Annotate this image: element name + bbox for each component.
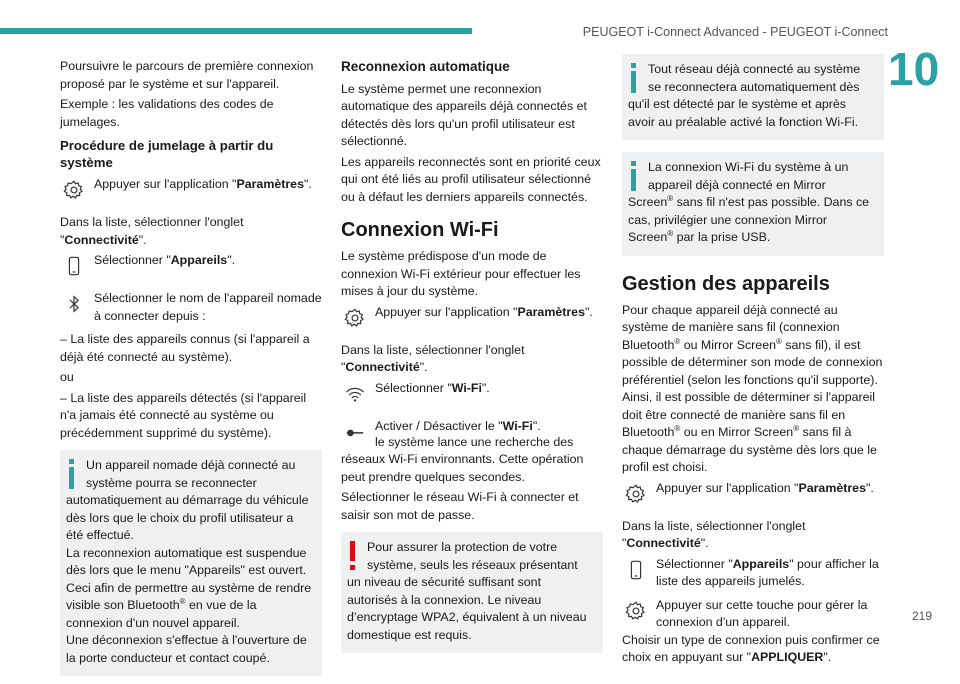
final-text-end: ".: [823, 650, 832, 664]
info-box: [622, 152, 884, 256]
paragraph: Sélectionner le réseau Wi-Fi à connecter et saisir son mot de passe.: [341, 490, 579, 522]
tab-quote: ": [622, 536, 627, 550]
tab-keyword: Connectivité: [64, 232, 139, 247]
reg-mark: ®: [775, 336, 782, 346]
reg-mark: ®: [674, 336, 681, 346]
tab-text-end: ".: [419, 360, 428, 374]
step-wifi: [341, 380, 603, 412]
step-text: Sélectionner ": [375, 380, 452, 395]
wifi-icon: [341, 380, 369, 412]
text-span: ou en Mirror Screen: [680, 425, 794, 439]
text-span: ou Mirror Screen: [680, 337, 776, 352]
tab-text: Dans la liste, sélectionner l'onglet: [622, 518, 806, 533]
page-header-title: PEUGEOT i-Connect Advanced - PEUGEOT i-Connect: [582, 25, 888, 39]
step-keyword: Paramètres: [236, 177, 304, 191]
tab-keyword: Connectivité: [345, 360, 420, 374]
info-span: sans fil n'est pas possible. Dans ce cas, privilégier une connexion Mirror Screen: [628, 195, 870, 244]
step-text-end: ".: [227, 253, 236, 267]
text-span: Pour chaque appareil déjà connecté au système de manière sans fil (connexion Bluetooth: [622, 302, 840, 352]
final-text: Choisir un type de connexion puis confirmer ce choix en appuyant sur ": [622, 632, 880, 664]
step-keyword: Appareils: [732, 556, 790, 571]
gear-icon: [622, 597, 650, 629]
step-keyword: Wi-Fi: [502, 418, 533, 433]
or-text: ou: [60, 370, 74, 384]
step-text: Appuyer sur cette touche pour gérer la connexion d'un appareil.: [656, 597, 868, 629]
reg-mark: ®: [179, 596, 186, 606]
step-keyword: Paramètres: [798, 480, 866, 495]
step-text-end: " pour afficher la liste des appareils jumelés.: [656, 556, 879, 588]
step-manage-device: [622, 597, 884, 632]
page-number: 219: [912, 609, 933, 623]
reg-mark: ®: [667, 228, 674, 238]
info-span: La connexion Wi-Fi du système à un appareil déjà connecté en Mirror Screen: [628, 160, 849, 209]
info-text: La reconnexion automatique est suspendue dès lors que le menu "Appareils" est ouvert.: [66, 545, 307, 577]
smartphone-icon: [60, 252, 88, 284]
tab-quote: ": [341, 360, 346, 374]
reg-mark: ®: [793, 423, 800, 433]
step-text-end: ".: [303, 177, 312, 191]
info-span: en vue de la connexion d'un nouvel appareil.: [66, 598, 257, 630]
text-span: sans fil à chaque démarrage du système dès lors que le profil est choisi.: [622, 425, 877, 474]
final-instruction: [622, 632, 884, 667]
tab-text-end: ".: [700, 536, 709, 550]
info-span: par la prise USB.: [673, 230, 771, 244]
warning-icon: [347, 541, 359, 571]
reconnexion-heading: Reconnexion automatique: [341, 59, 510, 74]
smartphone-icon: [622, 556, 650, 588]
warning-box: [341, 532, 603, 653]
gear-icon: [622, 480, 650, 512]
info-text: [628, 159, 874, 247]
column-1: [60, 58, 322, 684]
toggle-icon: [341, 418, 369, 450]
step-parametres: [60, 176, 322, 208]
step-text: Appuyer sur l'application ": [94, 177, 237, 191]
step-parametres: [341, 304, 603, 336]
paragraph: le système lance une recherche des réseaux Wi-Fi environnants. Cette opération peut prendre quelques secondes.: [341, 434, 584, 484]
step-appareils: [622, 556, 884, 591]
info-span: Ceci afin de permettre au système de rendre visible son Bluetooth: [66, 580, 312, 612]
step-select-device: [60, 290, 322, 325]
intro-example: Exemple : les validations des codes de jumelages.: [60, 97, 274, 129]
paragraph: Le système permet une reconnexion automatique des appareils déjà connectés et détectés dès lors qu'un profil utilisateur est sélectionné.: [341, 81, 587, 148]
wifi-heading: Connexion Wi-Fi: [341, 219, 499, 241]
intro-text: Poursuivre le parcours de première connexion proposé par le système et sur l'appareil.: [60, 59, 314, 91]
gear-icon: [341, 304, 369, 336]
gear-icon: [60, 176, 88, 208]
step-appareils: [60, 252, 322, 284]
step-text-end: ".: [532, 418, 541, 433]
tab-quote: ": [60, 232, 65, 247]
tab-text: Dans la liste, sélectionner l'onglet: [60, 215, 244, 229]
header-accent-bar: [0, 28, 472, 34]
tab-instruction: [60, 214, 322, 249]
info-icon: [628, 161, 640, 191]
paragraph: Le système prédispose d'un mode de connexion Wi-Fi extérieur pour effectuer les mises à jour du système.: [341, 249, 581, 298]
step-keyword: Wi-Fi: [451, 380, 482, 395]
step-text-end: ".: [865, 480, 874, 495]
step-text-end: ".: [584, 304, 593, 319]
tab-keyword: Connectivité: [626, 536, 701, 550]
step-keyword: Appareils: [170, 253, 228, 267]
info-text: Un appareil nomade déjà connecté au système pourra se reconnecter automatiquement au démarrage du véhicule dès lors que le choix du profil utilisateur a été effectué.: [66, 458, 309, 542]
tab-instruction: [341, 342, 603, 377]
step-text-end: ".: [481, 380, 490, 395]
reg-mark: ®: [667, 193, 674, 203]
list-item: – La liste des appareils connus (si l'appareil a déjà été connecté au système).: [60, 332, 310, 364]
step-parametres: [622, 480, 884, 512]
warning-text: Pour assurer la protection de votre système, seuls les réseaux présentant un niveau de sécurité suffisant sont autorisés à la connexion. Le niveau d’encryptage WPA2, équivalent à un niveau domestique est requis.: [347, 540, 587, 642]
info-text: Tout réseau déjà connecté au système se reconnectera automatiquement dès qu'il est détecté par le système et après avoir au préalable activé la fonction Wi-Fi.: [628, 62, 861, 129]
reg-mark: ®: [674, 423, 681, 433]
column-2: [341, 58, 603, 661]
text-span: sans fil), il est possible de déterminer son mode de connexion préférentiel (selon les fonctions qu'il supporte). Ainsi, il est possible de déterminer si l'appareil doit être connecté de manière sans fil en Bluetooth: [622, 337, 883, 439]
step-text: Activer / Désactiver le ": [375, 418, 503, 433]
info-icon: [628, 63, 640, 93]
info-text: Une déconnexion s'effectue à l'ouverture de la porte conducteur et contact coupé.: [66, 633, 307, 665]
list-item: – La liste des appareils détectés (si l'appareil n'a jamais été connecté au système ou précédemment supprimé du système).: [60, 390, 307, 440]
tab-instruction: [622, 518, 884, 553]
step-text: Sélectionner le nom de l'appareil nomade à connecter depuis :: [94, 291, 322, 323]
bluetooth-icon: [60, 290, 88, 322]
final-keyword: APPLIQUER: [751, 650, 824, 664]
step-text: Sélectionner ": [656, 556, 733, 571]
info-box: [622, 54, 884, 140]
tab-text: Dans la liste, sélectionner l'onglet: [341, 342, 525, 357]
chapter-number: 10: [888, 43, 940, 95]
paragraph: [622, 302, 884, 477]
step-text: Sélectionner ": [94, 253, 171, 267]
info-icon: [66, 459, 78, 489]
info-box: [60, 450, 322, 676]
column-3: [622, 58, 884, 670]
step-keyword: Paramètres: [517, 304, 585, 319]
info-text: [66, 580, 312, 633]
pairing-heading: Procédure de jumelage à partir du système: [60, 138, 274, 170]
gestion-heading: Gestion des appareils: [622, 272, 830, 295]
paragraph: Les appareils reconnectés sont en priorité ceux qui ont été liés au profil utilisateur sélectionné ou à défaut les derniers appareils connectés.: [341, 154, 601, 204]
step-text: Appuyer sur l'application ": [375, 304, 518, 319]
tab-text-end: ".: [138, 232, 147, 247]
step-text: Appuyer sur l'application ": [656, 480, 799, 495]
